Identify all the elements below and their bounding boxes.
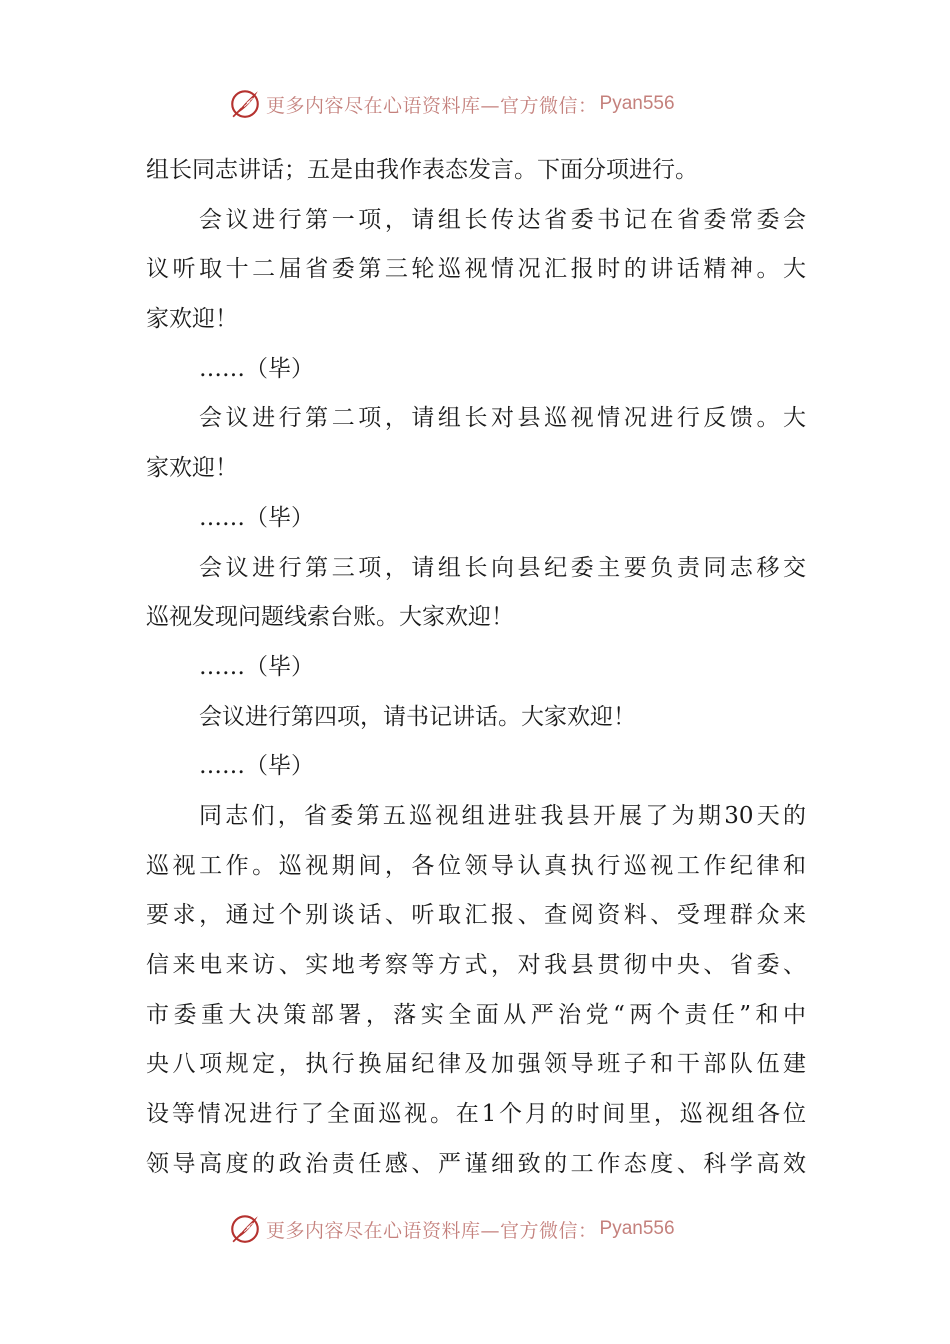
text-line: 会议进行第一项，请组长传达省委书记在省委常委会 [199,206,806,233]
text-line: 组长同志讲话；五是由我作表态发言。下面分项进行。 [146,157,698,183]
document-body [146,146,806,1189]
text-line: 会议进行第四项，请书记讲话。大家欢迎！ [199,703,636,730]
text-line: 议听取十二届省委第三轮巡视情况汇报时的讲话精神。大 [146,256,806,283]
text-line: ……（毕） [199,653,314,680]
text-line: 要求，通过个别谈话、听取汇报、查阅资料、受理群众来 [146,902,806,929]
text-line: 信来电来访、实地考察等方式，对我县贯彻中央、省委、 [146,952,806,978]
text-line: ……（毕） [199,504,314,531]
footer-watermark [0,1209,950,1249]
text-line: 央八项规定，执行换届纪律及加强领导班子和干部队伍建 [146,1051,806,1078]
text-line: 家欢迎！ [146,455,238,482]
text-line: 巡视发现问题线索台账。大家欢迎！ [146,604,514,631]
text-line: ……（毕） [199,355,314,382]
text-line: 会议进行第二项，请组长对县巡视情况进行反馈。大 [199,405,806,432]
watermark-text: 更多内容尽在心语资料库—官方微信： [266,1219,598,1242]
feather-quill-logo-icon [228,1212,262,1246]
text-line: 领导高度的政治责任感、严谨细致的工作态度、科学高效 [146,1150,806,1177]
watermark-wechat-id: Pyan556 [599,1218,675,1239]
text-line: 设等情况进行了全面巡视。在1个月的时间里，巡视组各位 [146,1101,806,1128]
text-line: 巡视工作。巡视期间，各位领导认真执行巡视工作纪律和 [146,852,806,879]
feather-quill-logo-icon [228,87,262,121]
text-line: 家欢迎！ [146,306,238,333]
text-line: ……（毕） [199,753,314,780]
text-line: 市委重大决策部署，落实全面从严治党“两个责任”和中 [146,1001,806,1028]
watermark-wechat-id: Pyan556 [599,93,675,114]
text-line: 会议进行第三项，请组长向县纪委主要负责同志移交 [199,554,806,581]
text-line: 同志们，省委第五巡视组进驻我县开展了为期30天的 [199,802,806,829]
watermark-text: 更多内容尽在心语资料库—官方微信： [266,94,598,117]
header-watermark [0,84,950,124]
